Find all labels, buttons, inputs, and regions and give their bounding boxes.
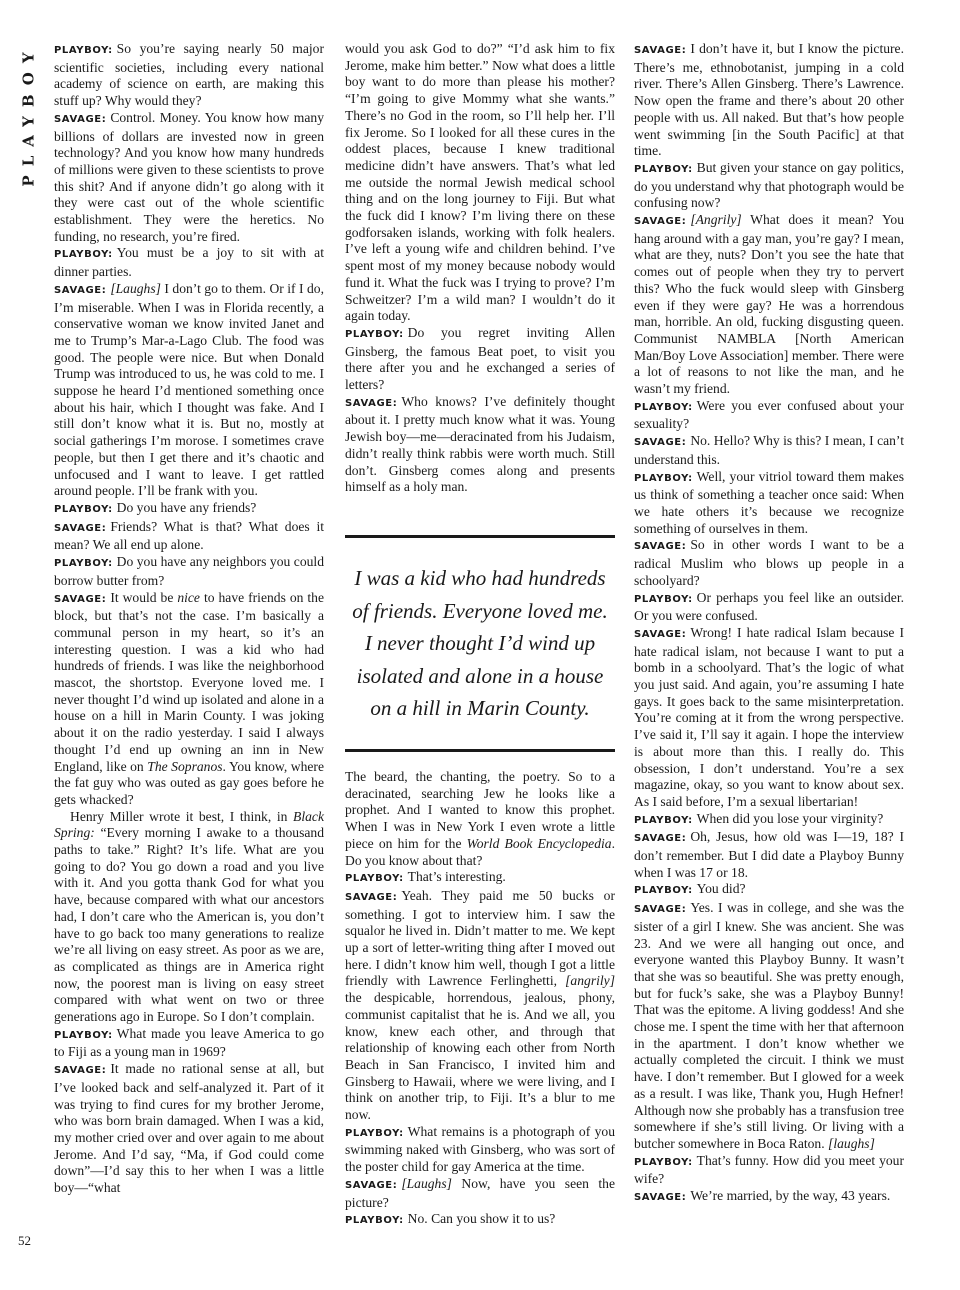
speaker-playboy: PLAYBOY:	[345, 1127, 404, 1139]
article-column-3	[634, 41, 904, 1207]
speaker-savage: SAVAGE:	[54, 522, 107, 534]
article-column-2-lower	[345, 769, 615, 1230]
question: PLAYBOY: Do you have any friends?	[54, 499, 257, 515]
speaker-savage: SAVAGE:	[634, 1192, 687, 1204]
speaker-playboy: PLAYBOY:	[634, 401, 693, 413]
question: PLAYBOY: Do you regret inviting Allen Ginsberg, the famous Beat poet, to visit you there after you and he exchanged a series of letters?	[345, 324, 615, 393]
question: PLAYBOY: No. Can you show it to us?	[345, 1211, 556, 1227]
stage-direction: [Angrily]	[690, 212, 742, 228]
speaker-playboy: PLAYBOY:	[54, 1029, 113, 1041]
question: PLAYBOY: Do you have any neighbors you could borrow butter from?	[54, 554, 324, 588]
question: PLAYBOY: So you’re saying nearly 50 major scientific societies, including every national academy of science on earth, are making this stuff up? Why would they?	[54, 41, 324, 109]
answer: SAVAGE: I don’t have it, but I know the picture. There’s me, ethnobotanist, jumping in a cold river. There’s Allen Ginsberg. There’s Lawrence. Now open the frame and there’s about 20 other people with us. All naked. But that’s how people went swimming [in the South Pacific] at that time.	[634, 41, 904, 159]
answer: SAVAGE: So in other words I want to be a radical Muslim who blows up people in a schoolyard?	[634, 537, 904, 588]
answer: SAVAGE: Wrong! I hate radical Islam because I hate radical islam, not because I want to put a bomb in a schoolyard. That’s the logic of what you just said. And again, you’re assuming I hate gays. It goes back to the same misinterpretation. You’re coming at it from the wrong perspective. I’ve said it, I’ll say it again. I hope the interview is about more than this. I really do. This obsession, I don’t understand. You’re a sex magazine, okay, so you want to know about sex. As I said before, I’m a sexual libertarian!	[634, 624, 904, 809]
speaker-playboy: PLAYBOY:	[634, 814, 693, 826]
answer: SAVAGE: Friends? What is that? What does it mean? We all end up alone.	[54, 518, 324, 553]
question: PLAYBOY: What remains is a photograph of you swimming naked with Ginsberg, who was sort of the poster child for gay America at the time.	[345, 1123, 615, 1175]
article-column-1	[54, 41, 324, 1197]
pull-quote-text: I was a kid who had hundreds of friends. Everyone loved me. I never thought I’d wind up isolated and alone in a house on a hill in Marin County.	[352, 566, 608, 721]
answer: SAVAGE: [Laughs] I don’t go to them. Or if I do, I’m miserable. When I was in Florida recently, a conservative woman we know invited Janet and me to Trump’s Mar-a-Lago Club. The food was good. The people were nice. But when Donald Trump was introduced to us, he was cold to me. I suppose he heard I’d mentioned something once about his hair, which I thought was fake. And I still don’t know what it is. But no, mostly at social gatherings I’m morose. I sometimes crave people, but then I get there and it’s chaotic and unfocused and I want to leave. I get rattled around people. I’ll be frank with you.	[54, 280, 324, 499]
answer-continued: would you ask God to do?” “I’d ask him to fix Jerome, make him better.” Now what does a little boy want to do more than please his mother? “I’m going to give Mommy what she wants.” There’s no God in the room, so I’ll help her. I’ll fix Jerome. So I looked for all these cures in the oddest places, because I knew traditional medicine didn’t have answers. That’s what led me outside the normal Jewish medical school thing and on the long journey to Fiji. But what the fuck did I know? I’m living there on these godforsaken islands, working with folk healers. I’ve left a young wife and children behind. I’ve spent most of my money because nobody would fund it. What the fuck was I trying to prove? I’m Schweitzer? I’m a wild man? I wouldn’t do it again today.	[345, 41, 615, 324]
speaker-savage: SAVAGE:	[54, 593, 107, 605]
speaker-playboy: PLAYBOY:	[54, 503, 113, 515]
speaker-savage: SAVAGE:	[345, 397, 398, 409]
speaker-playboy: PLAYBOY:	[634, 1156, 693, 1168]
speaker-savage: SAVAGE:	[634, 437, 687, 449]
speaker-playboy: PLAYBOY:	[345, 328, 404, 340]
speaker-savage: SAVAGE:	[54, 113, 107, 125]
speaker-playboy: PLAYBOY:	[634, 885, 693, 897]
brand-label: PLAYBOY	[20, 43, 38, 187]
answer: SAVAGE: Control. Money. You know how many billions of dollars are invested now in green technology? And you know how many hundreds of millions were given to these scientists to prove this shit? And if anyone didn’t go along with it they were cast out of the whole scientific establishment. They were the heretics. No funding, no research, you’re fired.	[54, 109, 324, 244]
speaker-playboy: PLAYBOY:	[54, 558, 113, 570]
pull-quote	[345, 535, 615, 752]
answer-continued: The beard, the chanting, the poetry. So to a deracinated, searching Jew he looks like a prophet. And I wanted to know this prophet. When I was in New York I even wrote a little piece on him for the World Book Encyclopedia. Do you know about that?	[345, 769, 615, 868]
speaker-savage: SAVAGE:	[634, 833, 687, 845]
speaker-savage: SAVAGE:	[345, 1179, 398, 1191]
answer: SAVAGE: Who knows? I’ve definitely thought about it. I pretty much know what it was. Young Jewish boy—me—deracinated from his Judaism, didn’t really think rabbis were worth much. Still don’t. Ginsberg comes along and presents himself as a holy man.	[345, 393, 615, 495]
question: PLAYBOY: You did?	[634, 881, 746, 897]
speaker-savage: SAVAGE:	[54, 1065, 107, 1077]
answer-continued: Henry Miller wrote it best, I think, in Black Spring: “Every morning I awake to a thousand paths to take.” Right? It’s life. What are you going to do? You go down a road and you live with it. And you gotta thank God for what you have, because compared with what our ancestors had, I don’t care who the American is, you don’t have to go back too many generations to realize we’re all living on easy street. As poor as we are, as complicated as things are in America right now, the poorest man is living on easy street compared with what went on two or three generations ago in Europe. So I don’t complain.	[54, 808, 324, 1025]
speaker-savage: SAVAGE:	[634, 541, 687, 553]
answer: SAVAGE: No. Hello? Why is this? I mean, I can’t understand this.	[634, 433, 904, 467]
magazine-brand-vertical	[18, 40, 40, 190]
title-reference: World Book Encyclopedia	[466, 835, 612, 851]
question: PLAYBOY: You must be a joy to sit with at dinner parties.	[54, 245, 324, 280]
title-reference: The Sopranos	[147, 758, 223, 774]
speaker-playboy: PLAYBOY:	[345, 873, 404, 885]
question: PLAYBOY: But given your stance on gay politics, do you understand why that photograph would be confusing now?	[634, 159, 904, 211]
answer: SAVAGE: Oh, Jesus, how old was I—19, 18? I don’t remember. But I did date a Playboy Bunny when I was 17 or 18.	[634, 829, 904, 880]
stage-direction: [Laughs]	[110, 280, 161, 296]
speaker-playboy: PLAYBOY:	[634, 163, 693, 175]
speaker-savage: SAVAGE:	[345, 891, 398, 903]
stage-direction: [laughs]	[828, 1136, 875, 1151]
speaker-savage: SAVAGE:	[634, 904, 687, 916]
question: PLAYBOY: What made you leave America to go to Fiji as a young man in 1969?	[54, 1025, 324, 1060]
answer: SAVAGE: It would be nice to have friends on the block, but that’s not the case. I’m basically a communal person in my heart, so it’s an interesting question. I was a kid who had hundreds of friends. I was like the neighborhood mascot, the shortstop. Everyone loved me. I never thought I’d wind up isolated and alone in a house on a hill in Marin County. I was joking about it on the radio yesterday. I said I always thought I’d end up owning an inn in New England, like on The Sopranos. You know, where the fat guy who was outed as gay goes before he gets whacked?	[54, 589, 324, 807]
stage-direction: [angrily]	[565, 973, 615, 989]
question: PLAYBOY: When did you lose your virginity?	[634, 810, 884, 826]
speaker-savage: SAVAGE:	[634, 45, 687, 56]
answer: SAVAGE: Yes. I was in college, and she was the sister of a girl I knew. She was ancient. She was 23. And we were all hanging out once, and everyone wanted this Playboy Bunny. It wasn’t that she was so beautiful. She was pretty enough, but for fuck’s sake, she was a Playboy Bunny! That was the epitome. A living goddess! And she chose me. I spent the time with her that afternoon in the apartment. I don’t know whether we actually completed the circuit. I think we must have. I don’t remember. But I glowed for a week as a result. I was like, Thank you, Hugh Hefner! Although now she probably has a transfusion tree somewhere if she’s still living. Or living with a butcher somewhere in Boca Raton. [laughs]	[634, 900, 904, 1151]
speaker-playboy: PLAYBOY:	[54, 45, 113, 56]
speaker-playboy: PLAYBOY:	[54, 249, 113, 261]
question: PLAYBOY: That’s interesting.	[345, 869, 506, 885]
question: PLAYBOY: Or perhaps you feel like an outsider. Or you were confused.	[634, 589, 904, 624]
answer: SAVAGE: Yeah. They paid me 50 bucks or something. I got to interview him. I saw the squalor he lived in. Didn’t matter to me. We kept up a sort of letter-writing thing after I moved out here. I didn’t know him well, though I got a little friendly with Lawrence Ferlinghetti, [angrily] the despicable, horrendous, jealous, phony, communist capitalist that he is. And we all, you know, knew each other, and through that relationship of knowing each other from North Beach in San Francisco, I invited him and Ginsberg to Hawaii, where we were living, and I think on another trip, to Fiji. It’s a blur to me now.	[345, 887, 615, 1123]
speaker-playboy: PLAYBOY:	[634, 472, 693, 484]
speaker-playboy: PLAYBOY:	[345, 1215, 404, 1227]
page-number: 52	[18, 1233, 31, 1248]
answer: SAVAGE: We’re married, by the way, 43 years.	[634, 1188, 891, 1204]
speaker-savage: SAVAGE:	[634, 628, 687, 640]
article-column-2	[345, 41, 615, 496]
answer: SAVAGE: [Angrily] What does it mean? You hang around with a gay man, you’re gay? I mean, what are they, nuts? Don’t you see the hate that comes out of people when they try to pervert this? Who the fuck would sleep with Ginsberg even if they were gay? He was a horrendous man, horrible. An old, fucking disgusting queen. Communist NAMBLA [North American Man/Boy Love Association] member. There were a lot of reasons to not like the man, and he wasn’t my friend.	[634, 212, 904, 397]
answer: SAVAGE: [Laughs] Now, have you seen the picture?	[345, 1175, 615, 1210]
speaker-savage: SAVAGE:	[54, 284, 107, 296]
speaker-playboy: PLAYBOY:	[634, 593, 693, 605]
question: PLAYBOY: Well, your vitriol toward them makes us think of something a teacher once said: When we hate others it’s because we recognize something of ourselves in them.	[634, 468, 904, 536]
stage-direction: [Laughs]	[401, 1175, 452, 1191]
question: PLAYBOY: Were you ever confused about your sexuality?	[634, 397, 904, 432]
title-reference: Black Spring:	[54, 808, 324, 841]
answer: SAVAGE: It made no rational sense at all, but I’ve looked back and self-analyzed it. Part of it was trying to find cures for my brother Jerome, who was born brain damaged. When I was a kid, my mother cried over and over again to me about Jerome. And I’d say, “Ma, if God could come down”—I’d say this to her when I was a little boy—“what	[54, 1061, 324, 1196]
speaker-savage: SAVAGE:	[634, 216, 687, 228]
question: PLAYBOY: That’s funny. How did you meet your wife?	[634, 1152, 904, 1187]
